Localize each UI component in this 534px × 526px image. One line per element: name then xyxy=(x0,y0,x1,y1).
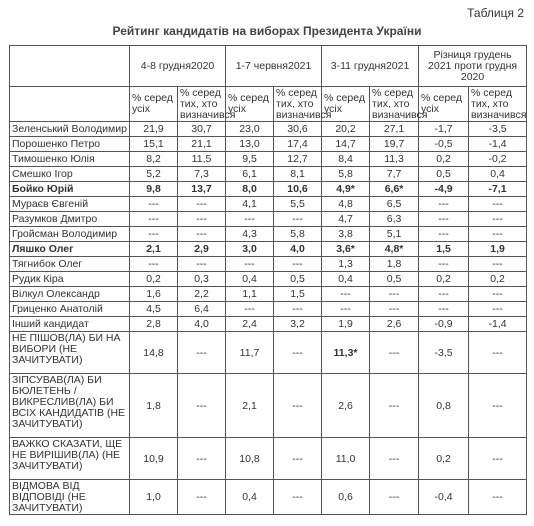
value-cell: --- xyxy=(469,212,527,227)
value-cell: 4,8* xyxy=(370,242,419,257)
value-cell: --- xyxy=(226,212,274,227)
value-cell: --- xyxy=(419,227,469,242)
value-cell: --- xyxy=(178,438,226,480)
value-cell: --- xyxy=(370,302,419,317)
value-cell: -3,5 xyxy=(469,122,527,137)
candidate-name: Разумков Дмитро xyxy=(10,212,130,227)
value-cell: 17,4 xyxy=(274,137,322,152)
value-cell: 0,5 xyxy=(419,167,469,182)
value-cell: 11,0 xyxy=(322,438,370,480)
period-header: 4-8 грудня2020 xyxy=(130,46,226,87)
value-cell: 21,1 xyxy=(178,137,226,152)
value-cell: --- xyxy=(178,197,226,212)
table-row xyxy=(10,374,527,438)
candidate-name: Мураєв Євгеній xyxy=(10,197,130,212)
table-row xyxy=(10,332,527,374)
value-cell: 4,1 xyxy=(226,197,274,212)
period-header-row xyxy=(10,46,527,87)
value-cell: 0,2 xyxy=(469,272,527,287)
value-cell: --- xyxy=(469,287,527,302)
value-cell: --- xyxy=(419,197,469,212)
value-cell: 2,9 xyxy=(178,242,226,257)
subheader-cell: % серед тих, хто визначився xyxy=(370,87,419,122)
candidate-name: НЕ ПІШОВ(ЛА) БИ НА ВИБОРИ (НЕ ЗАЧИТУВАТИ) xyxy=(10,332,130,374)
value-cell: 5,2 xyxy=(130,167,178,182)
value-cell: --- xyxy=(130,227,178,242)
value-cell: 21,9 xyxy=(130,122,178,137)
table-number: Таблиця 2 xyxy=(467,6,524,20)
value-cell: 10,8 xyxy=(226,438,274,480)
table-title: Рейтинг кандидатів на виборах Президента України xyxy=(112,24,422,38)
table-row xyxy=(10,182,527,197)
table-row xyxy=(10,317,527,332)
value-cell: --- xyxy=(322,287,370,302)
value-cell: 0,4 xyxy=(226,272,274,287)
value-cell: 6,5 xyxy=(370,197,419,212)
corner-cell xyxy=(10,46,130,87)
value-cell: 0,4 xyxy=(469,167,527,182)
candidate-name: ВІДМОВА ВІД ВІДПОВІДІ (НЕ ЗАЧИТУВАТИ) xyxy=(10,480,130,515)
value-cell: --- xyxy=(370,374,419,438)
value-cell: 1,0 xyxy=(130,480,178,515)
value-cell: --- xyxy=(130,197,178,212)
candidate-name: Смешко Ігор xyxy=(10,167,130,182)
value-cell: 3,6* xyxy=(322,242,370,257)
table-row xyxy=(10,167,527,182)
value-cell: --- xyxy=(226,302,274,317)
value-cell: --- xyxy=(130,257,178,272)
table-row xyxy=(10,272,527,287)
value-cell: 5,1 xyxy=(370,227,419,242)
value-cell: --- xyxy=(370,332,419,374)
value-cell: 20,2 xyxy=(322,122,370,137)
table-row xyxy=(10,287,527,302)
value-cell: 7,3 xyxy=(178,167,226,182)
value-cell: 7,7 xyxy=(370,167,419,182)
value-cell: 5,8 xyxy=(274,227,322,242)
value-cell: 1,6 xyxy=(130,287,178,302)
value-cell: 3,2 xyxy=(274,317,322,332)
candidate-name: ЗІПСУВАВ(ЛА) БИ БЮЛЕТЕНЬ / ВИКРЕСЛИВ(ЛА) БИ ВСІХ КАНДИДАТІВ (НЕ ЗАЧИТУВАТИ) xyxy=(10,374,130,438)
value-cell: 2,6 xyxy=(370,317,419,332)
candidate-name: ВАЖКО СКАЗАТИ, ЩЕ НЕ ВИРІШИВ(ЛА) (НЕ ЗАЧИТУВАТИ) xyxy=(10,438,130,480)
value-cell: 30,7 xyxy=(178,122,226,137)
value-cell: 2,6 xyxy=(322,374,370,438)
table-row xyxy=(10,302,527,317)
candidate-name: Вілкул Олександр xyxy=(10,287,130,302)
value-cell: --- xyxy=(274,212,322,227)
value-cell: 2,4 xyxy=(226,317,274,332)
value-cell: 0,8 xyxy=(419,374,469,438)
value-cell: -0,4 xyxy=(419,480,469,515)
value-cell: --- xyxy=(469,480,527,515)
value-cell: 12,7 xyxy=(274,152,322,167)
value-cell: 8,1 xyxy=(274,167,322,182)
value-cell: 4,3 xyxy=(226,227,274,242)
subheader-cell: % серед тих, хто визначився xyxy=(274,87,322,122)
value-cell: --- xyxy=(419,302,469,317)
value-cell: --- xyxy=(274,480,322,515)
value-cell: 8,0 xyxy=(226,182,274,197)
value-cell: 0,3 xyxy=(178,272,226,287)
value-cell: 2,1 xyxy=(130,242,178,257)
value-cell: 11,7 xyxy=(226,332,274,374)
value-cell: 9,5 xyxy=(226,152,274,167)
candidate-name: Гриценко Анатолій xyxy=(10,302,130,317)
value-cell: 23,0 xyxy=(226,122,274,137)
value-cell: 11,3 xyxy=(370,152,419,167)
value-cell: --- xyxy=(469,227,527,242)
value-cell: 0,2 xyxy=(419,438,469,480)
value-cell: 4,7 xyxy=(322,212,370,227)
value-cell: 0,5 xyxy=(370,272,419,287)
value-cell: 5,8 xyxy=(322,167,370,182)
value-cell: 11,5 xyxy=(178,152,226,167)
value-cell: -1,7 xyxy=(419,122,469,137)
candidate-name: Гройсман Володимир xyxy=(10,227,130,242)
value-cell: --- xyxy=(274,374,322,438)
value-cell: 15,1 xyxy=(130,137,178,152)
value-cell: --- xyxy=(274,257,322,272)
value-cell: 6,4 xyxy=(178,302,226,317)
value-cell: 8,2 xyxy=(130,152,178,167)
value-cell: 0,4 xyxy=(226,480,274,515)
value-cell: 0,4 xyxy=(322,272,370,287)
value-cell: -4,9 xyxy=(419,182,469,197)
value-cell: --- xyxy=(178,227,226,242)
value-cell: 2,1 xyxy=(226,374,274,438)
subheader-row xyxy=(10,87,527,122)
value-cell: --- xyxy=(370,480,419,515)
subheader-cell: % серед усіх xyxy=(322,87,370,122)
value-cell: --- xyxy=(274,332,322,374)
value-cell: -0,5 xyxy=(419,137,469,152)
candidate-name: Зеленський Володимир xyxy=(10,122,130,137)
value-cell: --- xyxy=(178,212,226,227)
table-row xyxy=(10,122,527,137)
value-cell: -3,5 xyxy=(419,332,469,374)
value-cell: 4,0 xyxy=(274,242,322,257)
value-cell: 6,3 xyxy=(370,212,419,227)
value-cell: 4,9* xyxy=(322,182,370,197)
value-cell: 8,4 xyxy=(322,152,370,167)
table-row xyxy=(10,227,527,242)
value-cell: 1,8 xyxy=(130,374,178,438)
value-cell: --- xyxy=(419,287,469,302)
value-cell: --- xyxy=(322,302,370,317)
value-cell: 4,5 xyxy=(130,302,178,317)
value-cell: 19,7 xyxy=(370,137,419,152)
value-cell: 14,8 xyxy=(130,332,178,374)
value-cell: 0,2 xyxy=(130,272,178,287)
value-cell: 1,5 xyxy=(419,242,469,257)
value-cell: 27,1 xyxy=(370,122,419,137)
subheader-cell: % серед усіх xyxy=(419,87,469,122)
value-cell: 13,0 xyxy=(226,137,274,152)
value-cell: --- xyxy=(469,438,527,480)
value-cell: -1,4 xyxy=(469,317,527,332)
value-cell: 1,9 xyxy=(469,242,527,257)
value-cell: -0,9 xyxy=(419,317,469,332)
value-cell: 10,9 xyxy=(130,438,178,480)
value-cell: --- xyxy=(274,302,322,317)
value-cell: 10,6 xyxy=(274,182,322,197)
value-cell: 0,5 xyxy=(274,272,322,287)
table-row xyxy=(10,137,527,152)
value-cell: --- xyxy=(370,287,419,302)
subheader-cell: % серед тих, хто визначився xyxy=(469,87,527,122)
candidate-name: Бойко Юрій xyxy=(10,182,130,197)
value-cell: 30,6 xyxy=(274,122,322,137)
candidate-name: Інший кандидат xyxy=(10,317,130,332)
value-cell: --- xyxy=(419,257,469,272)
table-row xyxy=(10,242,527,257)
value-cell: 5,5 xyxy=(274,197,322,212)
value-cell: 3,8 xyxy=(322,227,370,242)
table-row xyxy=(10,257,527,272)
value-cell: --- xyxy=(469,302,527,317)
period-header: Різниця грудень 2021 проти грудня 2020 xyxy=(419,46,527,87)
value-cell: --- xyxy=(370,438,419,480)
candidate-name: Порошенко Петро xyxy=(10,137,130,152)
value-cell: 6,1 xyxy=(226,167,274,182)
value-cell: --- xyxy=(178,332,226,374)
value-cell: 3,0 xyxy=(226,242,274,257)
subheader-cell: % серед усіх xyxy=(226,87,274,122)
corner-cell xyxy=(10,87,130,122)
value-cell: 2,8 xyxy=(130,317,178,332)
value-cell: 1,9 xyxy=(322,317,370,332)
value-cell: 1,1 xyxy=(226,287,274,302)
value-cell: 1,8 xyxy=(370,257,419,272)
value-cell: 11,3* xyxy=(322,332,370,374)
value-cell: --- xyxy=(469,197,527,212)
value-cell: --- xyxy=(226,257,274,272)
value-cell: 6,6* xyxy=(370,182,419,197)
table-row xyxy=(10,438,527,480)
period-header: 1-7 червня2021 xyxy=(226,46,322,87)
candidate-name: Тимошенко Юлія xyxy=(10,152,130,167)
table-row xyxy=(10,480,527,515)
value-cell: --- xyxy=(178,257,226,272)
value-cell: 14,7 xyxy=(322,137,370,152)
value-cell: --- xyxy=(469,257,527,272)
value-cell: --- xyxy=(178,374,226,438)
candidate-name: Тягнибок Олег xyxy=(10,257,130,272)
value-cell: --- xyxy=(178,480,226,515)
value-cell: 4,8 xyxy=(322,197,370,212)
value-cell: 2,2 xyxy=(178,287,226,302)
subheader-cell: % серед тих, хто визначився xyxy=(178,87,226,122)
rating-table xyxy=(9,45,527,515)
value-cell: --- xyxy=(469,374,527,438)
value-cell: 0,2 xyxy=(419,152,469,167)
value-cell: 0,6 xyxy=(322,480,370,515)
value-cell: --- xyxy=(469,332,527,374)
value-cell: 1,5 xyxy=(274,287,322,302)
value-cell: --- xyxy=(274,438,322,480)
value-cell: 1,3 xyxy=(322,257,370,272)
table-row xyxy=(10,152,527,167)
value-cell: -1,4 xyxy=(469,137,527,152)
value-cell: -7,1 xyxy=(469,182,527,197)
value-cell: --- xyxy=(419,212,469,227)
table-row xyxy=(10,197,527,212)
value-cell: -0,2 xyxy=(469,152,527,167)
value-cell: 4,0 xyxy=(178,317,226,332)
value-cell: --- xyxy=(130,212,178,227)
candidate-name: Ляшко Олег xyxy=(10,242,130,257)
value-cell: 0,2 xyxy=(419,272,469,287)
value-cell: 9,8 xyxy=(130,182,178,197)
table-row xyxy=(10,212,527,227)
candidate-name: Рудик Кіра xyxy=(10,272,130,287)
value-cell: 13,7 xyxy=(178,182,226,197)
subheader-cell: % серед усіх xyxy=(130,87,178,122)
period-header: 3-11 грудня2021 xyxy=(322,46,419,87)
